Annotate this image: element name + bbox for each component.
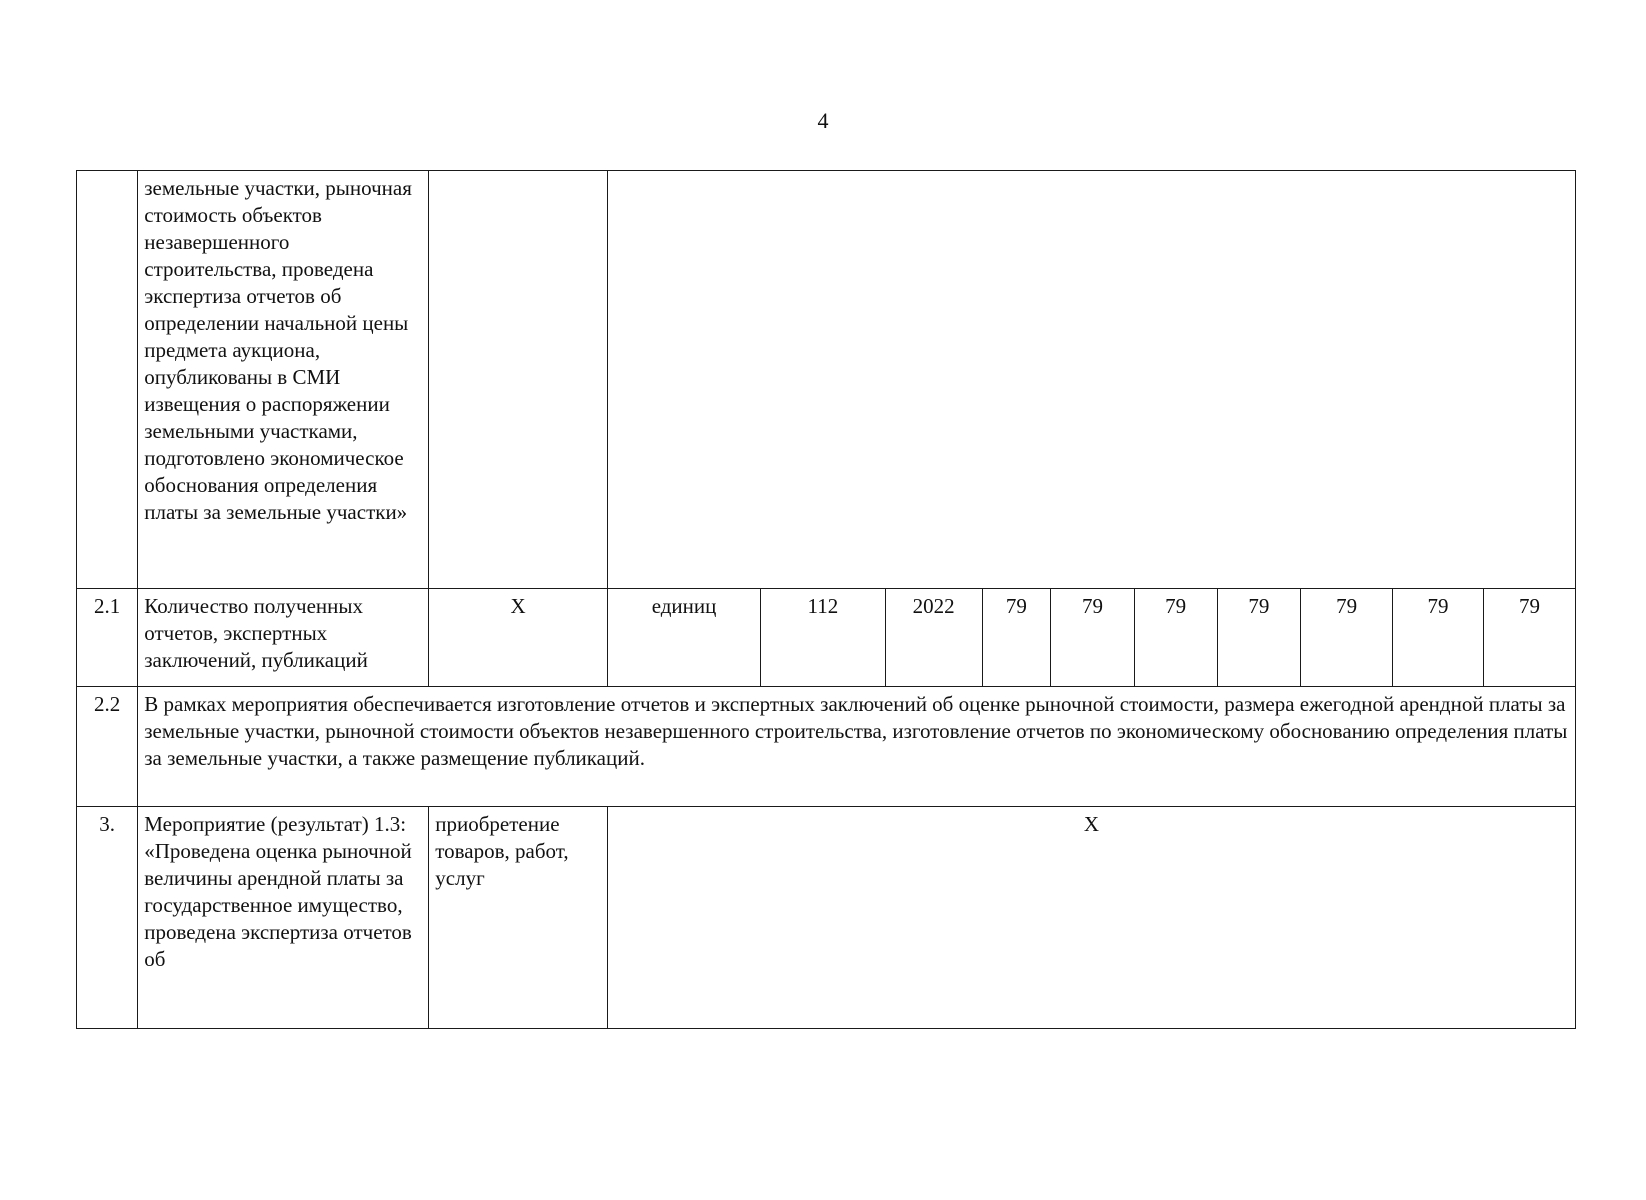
- table-row-3: [77, 807, 1576, 1029]
- cell-empty-merged: [607, 171, 1575, 589]
- row-name: Количество полученных отчетов, экспертных заключений, публикаций: [138, 589, 429, 687]
- table-row-continued: [77, 171, 1576, 589]
- row-type: приобретение товаров, работ, услуг: [429, 807, 608, 1029]
- table-row-2-2: [77, 687, 1576, 807]
- value-cell: 79: [1134, 589, 1217, 687]
- base-value: 112: [761, 589, 886, 687]
- page-number: 4: [817, 108, 829, 133]
- row-merged-mark: X: [607, 807, 1575, 1029]
- value-cell: 79: [1483, 589, 1575, 687]
- row-name: Мероприятие (результат) 1.3: «Проведена оценка рыночной величины арендной платы за государственное имущество, проведена экспертиза отчетов об: [138, 807, 429, 1029]
- value-cell: 79: [982, 589, 1050, 687]
- row-number: 2.2: [77, 687, 138, 807]
- table-row-2-1: [77, 589, 1576, 687]
- program-table: [76, 170, 1576, 1029]
- row-type: X: [429, 589, 608, 687]
- row-unit: единиц: [607, 589, 760, 687]
- cell-empty-num: [77, 171, 138, 589]
- row-number: 2.1: [77, 589, 138, 687]
- base-year: 2022: [885, 589, 982, 687]
- value-cell: 79: [1051, 589, 1135, 687]
- value-cell: 79: [1217, 589, 1301, 687]
- row-description: В рамках мероприятия обеспечивается изготовление отчетов и экспертных заключений об оценке рыночной стоимости, размера ежегодной арендной платы за земельные участки, рыночной стоимости объектов незавершенного строительства, изготовление отчетов по экономическому обоснованию определения платы за земельные участки, а также размещение публикаций.: [138, 687, 1576, 807]
- cell-empty-type: [429, 171, 608, 589]
- row-number: 3.: [77, 807, 138, 1029]
- value-cell: 79: [1393, 589, 1484, 687]
- value-cell: 79: [1301, 589, 1393, 687]
- cell-continued-text: земельные участки, рыночная стоимость объектов незавершенного строительства, проведена экспертиза отчетов об определении начальной цены предмета аукциона, опубликованы в СМИ извещения о распоряжении земельными участками, подготовлено экономическое обоснования определения платы за земельные участки»: [138, 171, 429, 589]
